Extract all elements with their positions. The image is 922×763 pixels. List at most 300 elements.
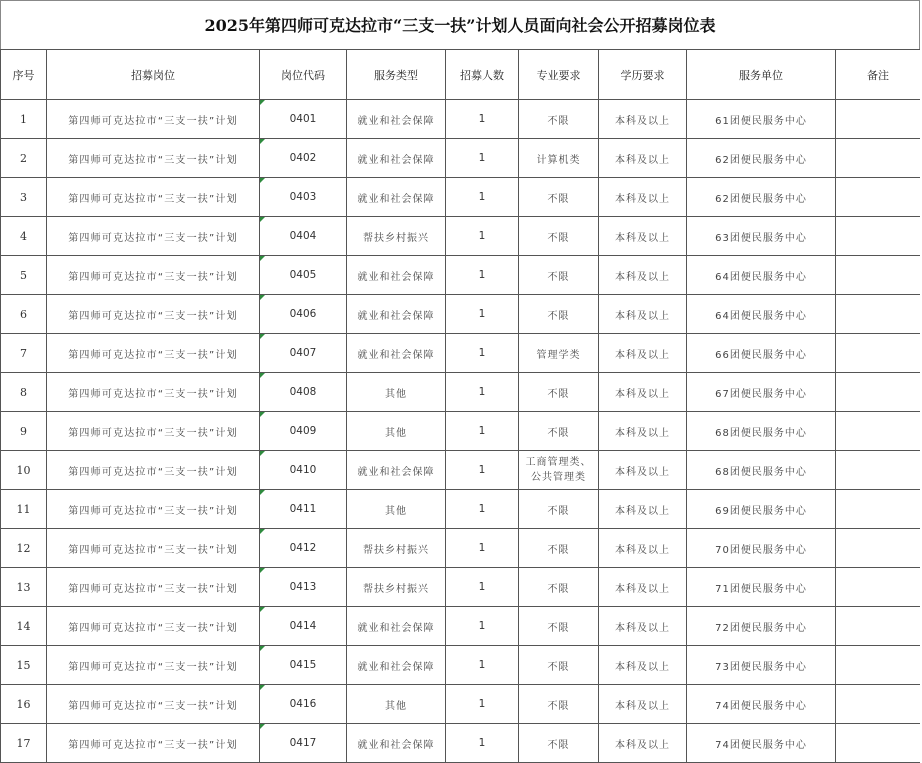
- cell-count[interactable]: [446, 607, 519, 646]
- header-education[interactable]: 学历要求: [599, 50, 687, 100]
- cell-count[interactable]: [446, 256, 519, 295]
- cell-education-text: 本科及以上: [615, 232, 670, 244]
- cell-education-text: 本科及以上: [615, 622, 670, 634]
- cell-service-type-text: 其他: [385, 700, 407, 712]
- cell-education[interactable]: [599, 412, 687, 451]
- table-row: [1, 217, 921, 256]
- cell-post-text: 第四师可克达拉市“三支一扶”计划: [68, 310, 238, 322]
- cell-service-type[interactable]: [347, 217, 446, 256]
- cell-service-type[interactable]: [347, 412, 446, 451]
- cell-major[interactable]: [519, 451, 599, 490]
- cell-service-unit[interactable]: [687, 217, 836, 256]
- cell-service-unit-text: 72团便民服务中心: [715, 622, 807, 634]
- cell-comment-marker-icon: [260, 529, 265, 534]
- recruitment-table: [0, 49, 920, 763]
- cell-major-text: 不限: [547, 271, 570, 283]
- cell-education[interactable]: [599, 295, 687, 334]
- cell-major-text: 不限: [547, 700, 570, 712]
- cell-service-type-text: 就业和社会保障: [357, 115, 435, 127]
- cell-code-text: 0402: [289, 152, 317, 164]
- cell-service-unit[interactable]: [687, 568, 836, 607]
- cell-code-text: 0413: [289, 581, 317, 593]
- cell-service-type-text: 就业和社会保障: [357, 271, 435, 283]
- cell-count-text: 1: [478, 269, 486, 281]
- cell-code[interactable]: [260, 529, 347, 568]
- cell-education-text: 本科及以上: [615, 388, 670, 400]
- cell-education-text: 本科及以上: [615, 700, 670, 712]
- cell-seq-text: 3: [20, 190, 27, 204]
- cell-seq[interactable]: [1, 373, 47, 412]
- cell-count-text: 1: [478, 659, 486, 671]
- cell-count-text: 1: [478, 230, 486, 242]
- cell-major-text: 计算机类: [536, 154, 581, 166]
- cell-count[interactable]: [446, 178, 519, 217]
- cell-post[interactable]: [47, 529, 260, 568]
- cell-seq[interactable]: [1, 529, 47, 568]
- cell-service-unit-text: 73团便民服务中心: [715, 661, 807, 673]
- cell-education-text: 本科及以上: [615, 466, 670, 478]
- cell-service-type[interactable]: [347, 646, 446, 685]
- cell-education[interactable]: [599, 139, 687, 178]
- cell-code[interactable]: [260, 451, 347, 490]
- cell-post[interactable]: [47, 412, 260, 451]
- cell-count[interactable]: [446, 412, 519, 451]
- cell-post-text: 第四师可克达拉市“三支一扶”计划: [68, 427, 238, 439]
- cell-service-type[interactable]: [347, 490, 446, 529]
- cell-service-unit-text: 67团便民服务中心: [715, 388, 807, 400]
- cell-code[interactable]: [260, 295, 347, 334]
- cell-service-type[interactable]: [347, 568, 446, 607]
- cell-post-text: 第四师可克达拉市“三支一扶”计划: [68, 154, 238, 166]
- cell-count[interactable]: [446, 334, 519, 373]
- cell-post[interactable]: [47, 100, 260, 139]
- cell-count-text: 1: [478, 620, 486, 632]
- cell-major-text: 工商管理类、公共管理类: [525, 457, 592, 483]
- cell-post[interactable]: [47, 334, 260, 373]
- cell-count-text: 1: [478, 308, 486, 320]
- cell-seq[interactable]: [1, 100, 47, 139]
- cell-education-text: 本科及以上: [615, 349, 670, 361]
- cell-code[interactable]: [260, 373, 347, 412]
- cell-major[interactable]: [519, 217, 599, 256]
- cell-post-text: 第四师可克达拉市“三支一扶”计划: [68, 115, 238, 127]
- cell-note[interactable]: [836, 334, 921, 373]
- cell-seq-text: 13: [16, 580, 31, 594]
- cell-service-type[interactable]: [347, 607, 446, 646]
- cell-post-text: 第四师可克达拉市“三支一扶”计划: [68, 700, 238, 712]
- cell-major[interactable]: [519, 373, 599, 412]
- table-body: [1, 100, 921, 763]
- cell-code-text: 0416: [289, 698, 317, 710]
- cell-seq[interactable]: [1, 334, 47, 373]
- cell-note[interactable]: [836, 100, 921, 139]
- cell-post[interactable]: [47, 607, 260, 646]
- header-note[interactable]: 备注: [836, 50, 921, 100]
- cell-seq-text: 7: [20, 346, 27, 360]
- cell-code[interactable]: [260, 412, 347, 451]
- table-row: [1, 256, 921, 295]
- cell-post[interactable]: [47, 724, 260, 763]
- cell-major[interactable]: [519, 685, 599, 724]
- table-row: [1, 646, 921, 685]
- cell-post-text: 第四师可克达拉市“三支一扶”计划: [68, 193, 238, 205]
- cell-education[interactable]: [599, 724, 687, 763]
- cell-service-unit-text: 69团便民服务中心: [715, 505, 807, 517]
- cell-service-type-text: 就业和社会保障: [357, 739, 435, 751]
- header-seq[interactable]: 序号: [1, 50, 47, 100]
- cell-service-unit[interactable]: [687, 607, 836, 646]
- cell-code[interactable]: [260, 490, 347, 529]
- cell-service-type-text: 其他: [385, 505, 407, 517]
- cell-code-text: 0406: [289, 308, 317, 320]
- cell-seq-text: 5: [20, 268, 27, 282]
- cell-major[interactable]: [519, 178, 599, 217]
- cell-service-type-text: 其他: [385, 427, 407, 439]
- cell-note[interactable]: [836, 490, 921, 529]
- cell-note[interactable]: [836, 295, 921, 334]
- cell-major-text: 不限: [547, 739, 570, 751]
- cell-count[interactable]: [446, 490, 519, 529]
- cell-seq-text: 11: [16, 502, 31, 516]
- cell-count[interactable]: [446, 568, 519, 607]
- cell-major[interactable]: [519, 646, 599, 685]
- cell-major[interactable]: [519, 568, 599, 607]
- header-code[interactable]: 岗位代码: [260, 50, 347, 100]
- cell-count[interactable]: [446, 217, 519, 256]
- cell-count-text: 1: [478, 581, 486, 593]
- cell-count-text: 1: [478, 152, 486, 164]
- cell-post-text: 第四师可克达拉市“三支一扶”计划: [68, 739, 238, 751]
- cell-service-type[interactable]: [347, 256, 446, 295]
- cell-code[interactable]: [260, 100, 347, 139]
- cell-service-type-text: 就业和社会保障: [357, 466, 435, 478]
- cell-post-text: 第四师可克达拉市“三支一扶”计划: [68, 622, 238, 634]
- cell-code[interactable]: [260, 685, 347, 724]
- cell-post[interactable]: [47, 217, 260, 256]
- cell-service-unit-text: 62团便民服务中心: [715, 154, 807, 166]
- cell-count[interactable]: [446, 685, 519, 724]
- cell-service-unit-text: 74团便民服务中心: [715, 739, 807, 751]
- cell-major-text: 不限: [547, 427, 570, 439]
- cell-post-text: 第四师可克达拉市“三支一扶”计划: [68, 661, 238, 673]
- cell-service-unit[interactable]: [687, 256, 836, 295]
- cell-note[interactable]: [836, 139, 921, 178]
- cell-major[interactable]: [519, 139, 599, 178]
- cell-seq[interactable]: [1, 724, 47, 763]
- cell-code[interactable]: [260, 568, 347, 607]
- cell-major[interactable]: [519, 724, 599, 763]
- cell-count-text: 1: [478, 425, 486, 437]
- cell-seq[interactable]: [1, 607, 47, 646]
- cell-major-text: 不限: [547, 544, 570, 556]
- cell-note[interactable]: [836, 373, 921, 412]
- cell-education[interactable]: [599, 256, 687, 295]
- cell-education[interactable]: [599, 178, 687, 217]
- cell-service-unit-text: 74团便民服务中心: [715, 700, 807, 712]
- cell-education[interactable]: [599, 217, 687, 256]
- cell-service-unit[interactable]: [687, 334, 836, 373]
- cell-service-unit[interactable]: [687, 490, 836, 529]
- cell-note[interactable]: [836, 256, 921, 295]
- cell-code-text: 0405: [289, 269, 317, 281]
- cell-post-text: 第四师可克达拉市“三支一扶”计划: [68, 583, 238, 595]
- cell-service-unit-text: 61团便民服务中心: [715, 115, 807, 127]
- cell-service-type[interactable]: [347, 373, 446, 412]
- cell-note[interactable]: [836, 568, 921, 607]
- cell-comment-marker-icon: [260, 451, 265, 456]
- cell-service-type[interactable]: [347, 178, 446, 217]
- cell-seq[interactable]: [1, 568, 47, 607]
- cell-education-text: 本科及以上: [615, 583, 670, 595]
- cell-note[interactable]: [836, 217, 921, 256]
- cell-count-text: 1: [478, 386, 486, 398]
- cell-post[interactable]: [47, 256, 260, 295]
- cell-code-text: 0412: [289, 542, 317, 554]
- cell-major-text: 不限: [547, 505, 570, 517]
- cell-service-unit[interactable]: [687, 529, 836, 568]
- cell-code[interactable]: [260, 607, 347, 646]
- cell-post[interactable]: [47, 295, 260, 334]
- cell-count[interactable]: [446, 646, 519, 685]
- cell-service-unit-text: 63团便民服务中心: [715, 232, 807, 244]
- cell-service-unit[interactable]: [687, 373, 836, 412]
- table-row: [1, 724, 921, 763]
- cell-service-unit[interactable]: [687, 724, 836, 763]
- cell-major[interactable]: [519, 490, 599, 529]
- cell-service-type[interactable]: [347, 529, 446, 568]
- cell-comment-marker-icon: [260, 100, 265, 105]
- cell-count-text: 1: [478, 698, 486, 710]
- table-row: [1, 568, 921, 607]
- cell-seq[interactable]: [1, 178, 47, 217]
- cell-seq-text: 16: [16, 697, 31, 711]
- cell-service-type-text: 就业和社会保障: [357, 622, 435, 634]
- cell-major[interactable]: [519, 256, 599, 295]
- cell-code[interactable]: [260, 178, 347, 217]
- cell-education[interactable]: [599, 334, 687, 373]
- cell-post[interactable]: [47, 685, 260, 724]
- table-row: [1, 178, 921, 217]
- cell-seq[interactable]: [1, 451, 47, 490]
- cell-service-unit[interactable]: [687, 295, 836, 334]
- cell-education-text: 本科及以上: [615, 544, 670, 556]
- cell-service-type-text: 就业和社会保障: [357, 661, 435, 673]
- cell-note[interactable]: [836, 607, 921, 646]
- cell-count[interactable]: [446, 139, 519, 178]
- cell-post-text: 第四师可克达拉市“三支一扶”计划: [68, 349, 238, 361]
- cell-code[interactable]: [260, 646, 347, 685]
- cell-education-text: 本科及以上: [615, 193, 670, 205]
- cell-seq[interactable]: [1, 646, 47, 685]
- cell-service-type[interactable]: [347, 139, 446, 178]
- cell-service-type[interactable]: [347, 334, 446, 373]
- cell-code[interactable]: [260, 217, 347, 256]
- cell-major[interactable]: [519, 295, 599, 334]
- cell-code-text: 0401: [289, 113, 317, 125]
- cell-count[interactable]: [446, 724, 519, 763]
- cell-education-text: 本科及以上: [615, 271, 670, 283]
- cell-count-text: 1: [478, 542, 486, 554]
- cell-comment-marker-icon: [260, 139, 265, 144]
- table-header-row: [1, 50, 921, 100]
- cell-comment-marker-icon: [260, 373, 265, 378]
- cell-comment-marker-icon: [260, 256, 265, 261]
- cell-service-unit[interactable]: [687, 139, 836, 178]
- cell-education[interactable]: [599, 529, 687, 568]
- header-service-unit[interactable]: 服务单位: [687, 50, 836, 100]
- cell-code[interactable]: [260, 334, 347, 373]
- cell-education[interactable]: [599, 451, 687, 490]
- cell-seq-text: 9: [20, 424, 27, 438]
- cell-service-unit-text: 64团便民服务中心: [715, 271, 807, 283]
- table-row: [1, 529, 921, 568]
- cell-count[interactable]: [446, 100, 519, 139]
- cell-seq[interactable]: [1, 295, 47, 334]
- cell-service-unit[interactable]: [687, 451, 836, 490]
- cell-education[interactable]: [599, 100, 687, 139]
- cell-code[interactable]: [260, 139, 347, 178]
- cell-comment-marker-icon: [260, 412, 265, 417]
- cell-seq-text: 12: [16, 541, 31, 555]
- header-major[interactable]: 专业要求: [519, 50, 599, 100]
- cell-post[interactable]: [47, 568, 260, 607]
- cell-seq-text: 2: [20, 151, 27, 165]
- cell-count[interactable]: [446, 295, 519, 334]
- cell-post[interactable]: [47, 139, 260, 178]
- cell-service-unit-text: 70团便民服务中心: [715, 544, 807, 556]
- header-count[interactable]: 招募人数: [446, 50, 519, 100]
- cell-service-unit-text: 68团便民服务中心: [715, 466, 807, 478]
- cell-major[interactable]: [519, 412, 599, 451]
- cell-major-text: 不限: [547, 388, 570, 400]
- cell-code[interactable]: [260, 724, 347, 763]
- cell-service-type-text: 帮扶乡村振兴: [363, 583, 429, 595]
- cell-seq[interactable]: [1, 490, 47, 529]
- cell-post-text: 第四师可克达拉市“三支一扶”计划: [68, 505, 238, 517]
- cell-service-unit[interactable]: [687, 646, 836, 685]
- table-row: [1, 334, 921, 373]
- cell-education-text: 本科及以上: [615, 661, 670, 673]
- cell-service-type-text: 就业和社会保障: [357, 349, 435, 361]
- cell-service-type[interactable]: [347, 295, 446, 334]
- cell-code-text: 0411: [289, 503, 317, 515]
- cell-count[interactable]: [446, 373, 519, 412]
- table-row: [1, 295, 921, 334]
- cell-post[interactable]: [47, 178, 260, 217]
- header-post[interactable]: 招募岗位: [47, 50, 260, 100]
- cell-note[interactable]: [836, 685, 921, 724]
- cell-service-type-text: 帮扶乡村振兴: [363, 232, 429, 244]
- cell-seq[interactable]: [1, 256, 47, 295]
- cell-service-type[interactable]: [347, 451, 446, 490]
- cell-count-text: 1: [478, 113, 486, 125]
- cell-note[interactable]: [836, 646, 921, 685]
- cell-service-unit[interactable]: [687, 100, 836, 139]
- cell-service-unit-text: 71团便民服务中心: [715, 583, 807, 595]
- cell-post[interactable]: [47, 646, 260, 685]
- cell-major-text: 不限: [547, 310, 570, 322]
- cell-major-text: 不限: [547, 661, 570, 673]
- cell-comment-marker-icon: [260, 568, 265, 573]
- cell-service-type-text: 其他: [385, 388, 407, 400]
- cell-major[interactable]: [519, 607, 599, 646]
- cell-comment-marker-icon: [260, 646, 265, 651]
- table-row: [1, 607, 921, 646]
- cell-service-type[interactable]: [347, 724, 446, 763]
- cell-seq-text: 6: [20, 307, 27, 321]
- cell-comment-marker-icon: [260, 295, 265, 300]
- cell-count[interactable]: [446, 529, 519, 568]
- cell-service-type[interactable]: [347, 685, 446, 724]
- cell-education[interactable]: [599, 373, 687, 412]
- cell-education-text: 本科及以上: [615, 739, 670, 751]
- cell-code-text: 0408: [289, 386, 317, 398]
- cell-post-text: 第四师可克达拉市“三支一扶”计划: [68, 388, 238, 400]
- cell-comment-marker-icon: [260, 607, 265, 612]
- cell-service-unit[interactable]: [687, 685, 836, 724]
- cell-service-type-text: 就业和社会保障: [357, 154, 435, 166]
- cell-comment-marker-icon: [260, 178, 265, 183]
- cell-service-type-text: 就业和社会保障: [357, 310, 435, 322]
- header-service-type[interactable]: 服务类型: [347, 50, 446, 100]
- cell-education[interactable]: [599, 568, 687, 607]
- cell-seq[interactable]: [1, 217, 47, 256]
- cell-code-text: 0404: [289, 230, 317, 242]
- cell-education[interactable]: [599, 646, 687, 685]
- cell-major[interactable]: [519, 334, 599, 373]
- cell-education-text: 本科及以上: [615, 505, 670, 517]
- cell-education[interactable]: [599, 607, 687, 646]
- cell-service-unit-text: 66团便民服务中心: [715, 349, 807, 361]
- cell-service-unit[interactable]: [687, 412, 836, 451]
- cell-seq[interactable]: [1, 139, 47, 178]
- cell-code[interactable]: [260, 256, 347, 295]
- cell-post-text: 第四师可克达拉市“三支一扶”计划: [68, 466, 238, 478]
- cell-note[interactable]: [836, 724, 921, 763]
- cell-post[interactable]: [47, 490, 260, 529]
- cell-major[interactable]: [519, 100, 599, 139]
- cell-service-type-text: 就业和社会保障: [357, 193, 435, 205]
- cell-education-text: 本科及以上: [615, 115, 670, 127]
- cell-count-text: 1: [478, 737, 486, 749]
- cell-major-text: 不限: [547, 193, 570, 205]
- cell-post[interactable]: [47, 373, 260, 412]
- cell-post[interactable]: [47, 451, 260, 490]
- cell-education[interactable]: [599, 685, 687, 724]
- cell-seq[interactable]: [1, 412, 47, 451]
- cell-service-unit-text: 68团便民服务中心: [715, 427, 807, 439]
- cell-seq-text: 10: [16, 463, 31, 477]
- cell-note[interactable]: [836, 178, 921, 217]
- cell-major[interactable]: [519, 529, 599, 568]
- cell-education[interactable]: [599, 490, 687, 529]
- cell-comment-marker-icon: [260, 685, 265, 690]
- cell-seq[interactable]: [1, 685, 47, 724]
- cell-seq-text: 1: [20, 112, 27, 126]
- cell-seq-text: 14: [16, 619, 31, 633]
- cell-service-unit[interactable]: [687, 178, 836, 217]
- cell-count[interactable]: [446, 451, 519, 490]
- cell-count-text: 1: [478, 347, 486, 359]
- cell-note[interactable]: [836, 412, 921, 451]
- cell-note[interactable]: [836, 451, 921, 490]
- cell-education-text: 本科及以上: [615, 427, 670, 439]
- cell-code-text: 0415: [289, 659, 317, 671]
- table-row: [1, 139, 921, 178]
- cell-code-text: 0414: [289, 620, 317, 632]
- cell-service-type[interactable]: [347, 100, 446, 139]
- cell-note[interactable]: [836, 529, 921, 568]
